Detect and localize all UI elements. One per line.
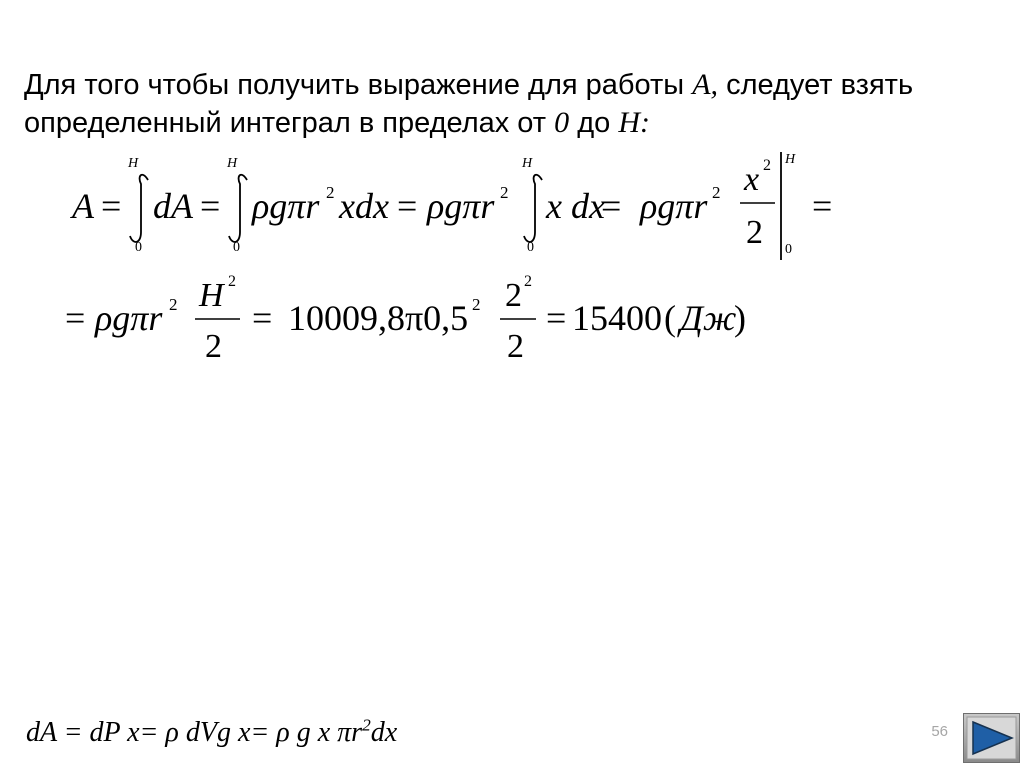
- eq2-fraction1-denominator: 2: [205, 328, 222, 365]
- intro-var-h: H:: [618, 105, 650, 139]
- formula-suffix: dx: [370, 717, 398, 748]
- equation-work-result: [65, 273, 746, 365]
- eq1-a: A: [72, 186, 94, 226]
- evaluation-upper-limit: H: [785, 152, 796, 167]
- eq1-da: dA: [153, 186, 193, 226]
- intro-text-1: Для того чтобы получить выражение для работы: [24, 69, 693, 101]
- intro-text-3: до: [569, 106, 619, 139]
- play-arrow-icon: [963, 713, 1020, 763]
- integral-upper-limit: H: [522, 156, 533, 171]
- eq2-leading-equals: =: [65, 298, 86, 338]
- differential-work-formula: [26, 717, 397, 749]
- equation-work-integral: [70, 152, 832, 260]
- eq1-square: 2: [500, 183, 509, 202]
- eq2-open-paren: (: [664, 298, 676, 338]
- eq1-equals-1: =: [101, 186, 122, 226]
- eq2-numeric-exponent: 2: [472, 295, 481, 314]
- eq2-numerator-exponent: 2: [228, 273, 236, 290]
- eq1-equals-3: =: [397, 186, 418, 226]
- intro-var-a: A,: [692, 68, 719, 101]
- formula-prefix: dA = dP x= ρ dVg x= ρ g x πr: [26, 717, 363, 748]
- eq2-fraction2-exponent: 2: [524, 273, 532, 290]
- evaluation-lower-limit: 0: [785, 242, 792, 257]
- integral-upper-limit: H: [227, 156, 238, 171]
- eq2-equals-2: =: [546, 298, 567, 338]
- integral-lower-limit: 0: [527, 240, 534, 255]
- eq2-numeric-value: 10009,8π0,5: [288, 298, 469, 338]
- eq1-numerator-exponent: 2: [763, 157, 771, 174]
- eq1-equals-5: =: [812, 186, 833, 226]
- eq1-rho-g-pi-r: ρgπr: [640, 186, 708, 226]
- intro-zero: 0: [554, 105, 570, 139]
- eq2-fraction1-numerator: H: [199, 277, 224, 314]
- eq1-fraction-numerator: x: [744, 161, 760, 198]
- eq1-rho-g-pi-r: ρgπr: [427, 186, 495, 226]
- integral-upper-limit: H: [128, 156, 139, 171]
- eq2-fraction2-numerator: 2: [505, 277, 522, 314]
- integral-sign-2: [229, 175, 247, 242]
- eq1-square: 2: [326, 183, 335, 202]
- eq1-equals-2: =: [200, 186, 221, 226]
- eq2-close-paren: ): [734, 298, 746, 338]
- intro-text-2: следует взять определенный интеграл в пределах от: [24, 69, 914, 139]
- integral-lower-limit: 0: [233, 240, 240, 255]
- eq2-fraction2-denominator: 2: [507, 328, 524, 365]
- integral-lower-limit: 0: [135, 240, 142, 255]
- eq1-square: 2: [712, 183, 721, 202]
- eq1-rho-g-pi-r: ρgπr: [252, 186, 320, 226]
- eq1-equals-4: =: [601, 186, 622, 226]
- eq1-fraction-denominator: 2: [746, 214, 763, 251]
- eq1-xdx: xdx: [339, 186, 389, 226]
- formula-exponent: 2: [362, 715, 371, 735]
- eq2-result: 15400: [572, 298, 662, 338]
- eq2-unit: Дж: [680, 298, 737, 338]
- next-slide-button[interactable]: [963, 713, 1020, 763]
- eq2-rho-g-pi-r: ρgπr: [95, 298, 163, 338]
- page-number: 56: [931, 723, 948, 740]
- eq1-x-dx: x dx: [546, 186, 605, 226]
- eq2-equals-1: =: [252, 298, 273, 338]
- integral-sign-3: [524, 175, 542, 242]
- integral-sign-1: [130, 175, 148, 242]
- eq2-square: 2: [169, 295, 178, 314]
